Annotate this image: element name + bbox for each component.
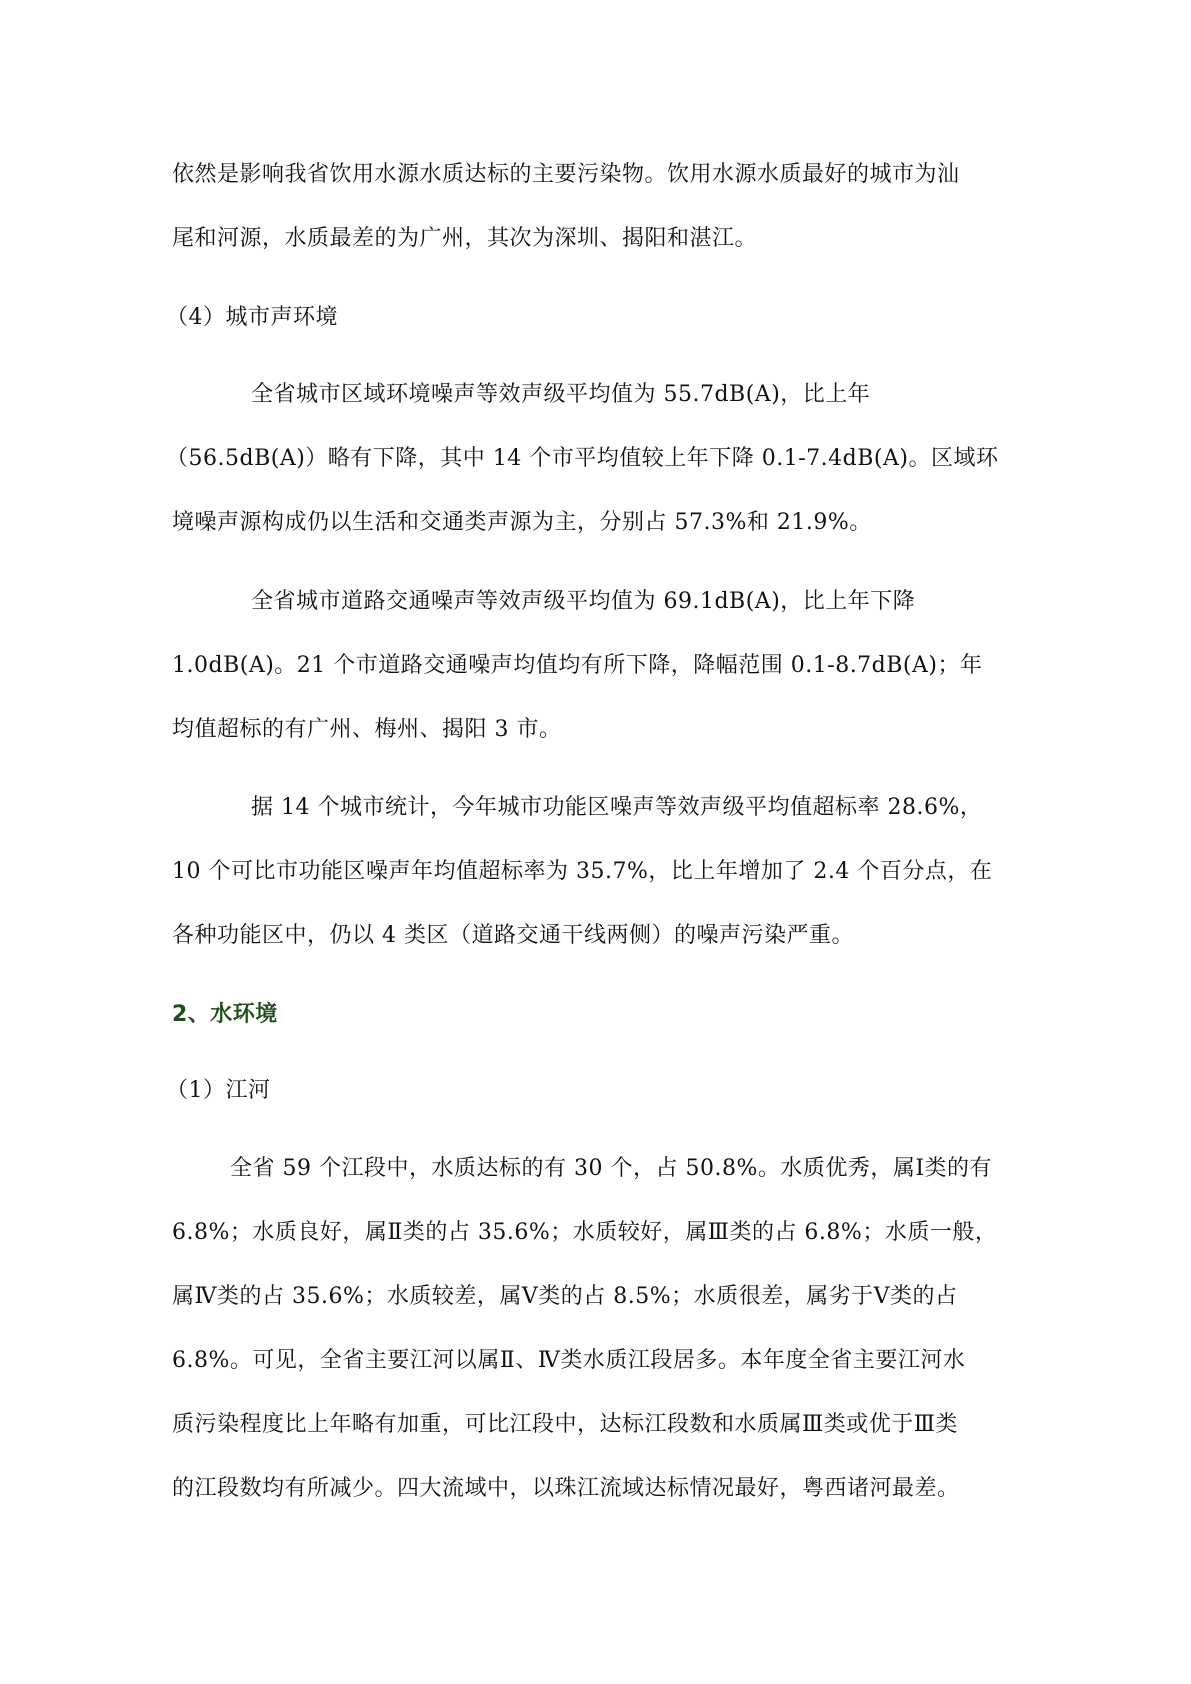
paragraph-line: 10 个可比市功能区噪声年均值超标率为 35.7%，比上年增加了 2.4 个百分点，在 xyxy=(172,859,993,884)
section-heading: 2、水环境 xyxy=(172,1002,278,1027)
paragraph-line: 尾和河源，水质最差的为广州，其次为深圳、揭阳和湛江。 xyxy=(172,226,758,251)
paragraph-line: 的江段数均有所减少。四大流域中，以珠江流域达标情况最好，粤西诸河最差。 xyxy=(172,1476,960,1501)
paragraph-line: 均值超标的有广州、梅州、揭阳 3 市。 xyxy=(172,717,562,742)
paragraph-line: 各种功能区中，仍以 4 类区（道路交通干线两侧）的噪声污染严重。 xyxy=(172,923,854,948)
paragraph-line: 属Ⅳ类的占 35.6%；水质较差，属Ⅴ类的占 8.5%；水质很差，属劣于Ⅴ类的占 xyxy=(172,1284,958,1309)
paragraph-line: 据 14 个城市统计，今年城市功能区噪声等效声级平均值超标率 28.6%， xyxy=(251,795,983,820)
section-subheading: （4）城市声环境 xyxy=(166,305,338,330)
paragraph-line: 依然是影响我省饮用水源水质达标的主要污染物。饮用水源水质最好的城市为汕 xyxy=(172,162,960,187)
paragraph-line: 全省 59 个江段中，水质达标的有 30 个，占 50.8%。水质优秀，属Ⅰ类的有 xyxy=(230,1156,993,1181)
paragraph-line: （56.5dB(A)）略有下降，其中 14 个市平均值较上年下降 0.1-7.4dB(A)。区域环 xyxy=(166,446,999,471)
paragraph-line: 全省城市道路交通噪声等效声级平均值为 69.1dB(A)，比上年下降 xyxy=(251,589,916,614)
paragraph-line: 质污染程度比上年略有加重，可比江段中，达标江段数和水质属Ⅲ类或优于Ⅲ类 xyxy=(172,1412,958,1437)
paragraph-line: 全省城市区域环境噪声等效声级平均值为 55.7dB(A)，比上年 xyxy=(251,382,871,407)
paragraph-line: 6.8%；水质良好，属Ⅱ类的占 35.6%；水质较好，属Ⅲ类的占 6.8%；水质一般， xyxy=(172,1220,998,1245)
paragraph-line: 6.8%。可见，全省主要江河以属Ⅱ、Ⅳ类水质江段居多。本年度全省主要江河水 xyxy=(172,1348,966,1373)
section-subheading: （1）江河 xyxy=(166,1078,271,1103)
paragraph-line: 1.0dB(A)。21 个市道路交通噪声均值均有所下降，降幅范围 0.1-8.7dB(A)；年 xyxy=(172,653,983,678)
paragraph-line: 境噪声源构成仍以生活和交通类声源为主，分别占 57.3%和 21.9%。 xyxy=(172,510,872,535)
